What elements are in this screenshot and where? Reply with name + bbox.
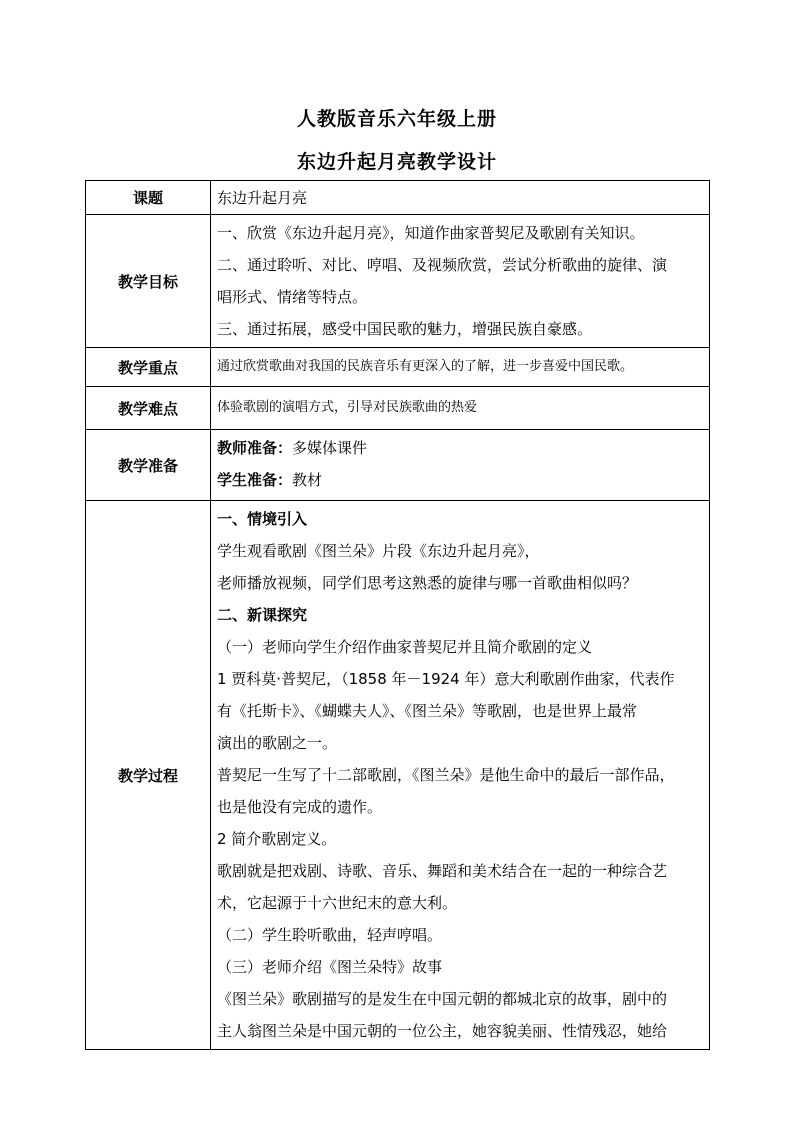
process-line: 老师播放视频，同学们思考这熟悉的旋律与哪一首歌曲相似吗？: [217, 574, 638, 592]
student-prep-label: 学生准备：: [217, 471, 293, 489]
difficulties-cell: [211, 387, 710, 430]
process-line: 有《托斯卡》、《蝴蝶夫人》、《图兰朵》等歌剧，也是世界上最常: [217, 702, 638, 720]
preparation-cell: [211, 430, 710, 501]
process-line: 《图兰朵》歌剧描写的是发生在中国元朝的都城北京的故事，剧中的: [217, 990, 668, 1008]
process-label: 教学过程: [86, 501, 211, 1050]
difficulties-value: 体验歌剧的演唱方式，引导对民族歌曲的热爱: [217, 400, 478, 415]
process-line: 学生观看歌剧《图兰朵》片段《东边升起月亮》，: [217, 542, 540, 560]
table-row-objectives: [86, 215, 710, 348]
process-line: （一）老师向学生介绍作曲家普契尼并且简介歌剧的定义: [217, 638, 593, 656]
process-line: 2 简介歌剧定义。: [217, 830, 337, 848]
difficulties-label: 教学难点: [86, 387, 211, 430]
process-line: 也是他没有完成的遗作。: [217, 798, 383, 816]
document-title: 人教版音乐六年级上册: [296, 108, 497, 130]
table-row-difficulties: [86, 387, 710, 430]
table-row-key-points: [86, 348, 710, 387]
section-heading: 二、新课探究: [217, 606, 308, 624]
student-prep-value: 教材: [292, 471, 323, 489]
process-cell: [211, 501, 710, 1050]
process-line: 普契尼一生写了十二部歌剧，《图兰朵》是他生命中的最后一部作品，: [217, 766, 675, 784]
process-line: 歌剧就是把戏剧、诗歌、音乐、舞蹈和美术结合在一起的一种综合艺: [217, 862, 668, 880]
key-points-cell: [211, 348, 710, 387]
topic-value: 东边升起月亮: [217, 188, 308, 207]
topic-label: 课题: [86, 181, 211, 215]
objective-line: 一、欣赏《东边升起月亮》，知道作曲家普契尼及歌剧有关知识。: [217, 224, 645, 242]
table-row-process: [86, 501, 710, 1050]
process-line: 主人翁图兰朵是中国元朝的一位公主，她容貌美丽、性情残忍，她给: [217, 1022, 668, 1040]
process-line: 1 贾科莫·普契尼，（1858 年－1924 年）意大利歌剧作曲家，代表作: [217, 670, 675, 688]
process-line: 术，它起源于十六世纪末的意大利。: [217, 894, 458, 912]
lesson-plan-table: [85, 180, 710, 1050]
process-line: （二）学生聆听歌曲，轻声哼唱。: [217, 926, 443, 944]
key-points-label: 教学重点: [86, 348, 211, 387]
teacher-prep-label: 教师准备：: [217, 439, 293, 457]
objectives-cell: [211, 215, 710, 348]
teacher-prep-value: 多媒体课件: [292, 439, 368, 457]
key-points-value: 通过欣赏歌曲对我国的民族音乐有更深入的了解，进一步喜爱中国民歌。: [217, 359, 634, 374]
objective-line: 唱形式、情绪等特点。: [217, 288, 368, 306]
preparation-label: 教学准备: [86, 430, 211, 501]
section-heading: 一、情境引入: [217, 510, 308, 528]
process-line: 演出的歌剧之一。: [217, 734, 338, 752]
topic-value-cell: [211, 181, 710, 215]
objective-line: 三、通过拓展，感受中国民歌的魅力，增强民族自豪感。: [217, 320, 593, 338]
process-line: （三）老师介绍《图兰朵特》故事: [217, 958, 443, 976]
objective-line: 二、通过聆听、对比、哼唱、及视频欣赏，尝试分析歌曲的旋律、演: [217, 256, 668, 274]
table-row-preparation: [86, 430, 710, 501]
document-subtitle: 东边升起月亮教学设计: [296, 151, 497, 173]
objectives-label: 教学目标: [86, 215, 211, 348]
table-row-topic: [86, 181, 710, 215]
